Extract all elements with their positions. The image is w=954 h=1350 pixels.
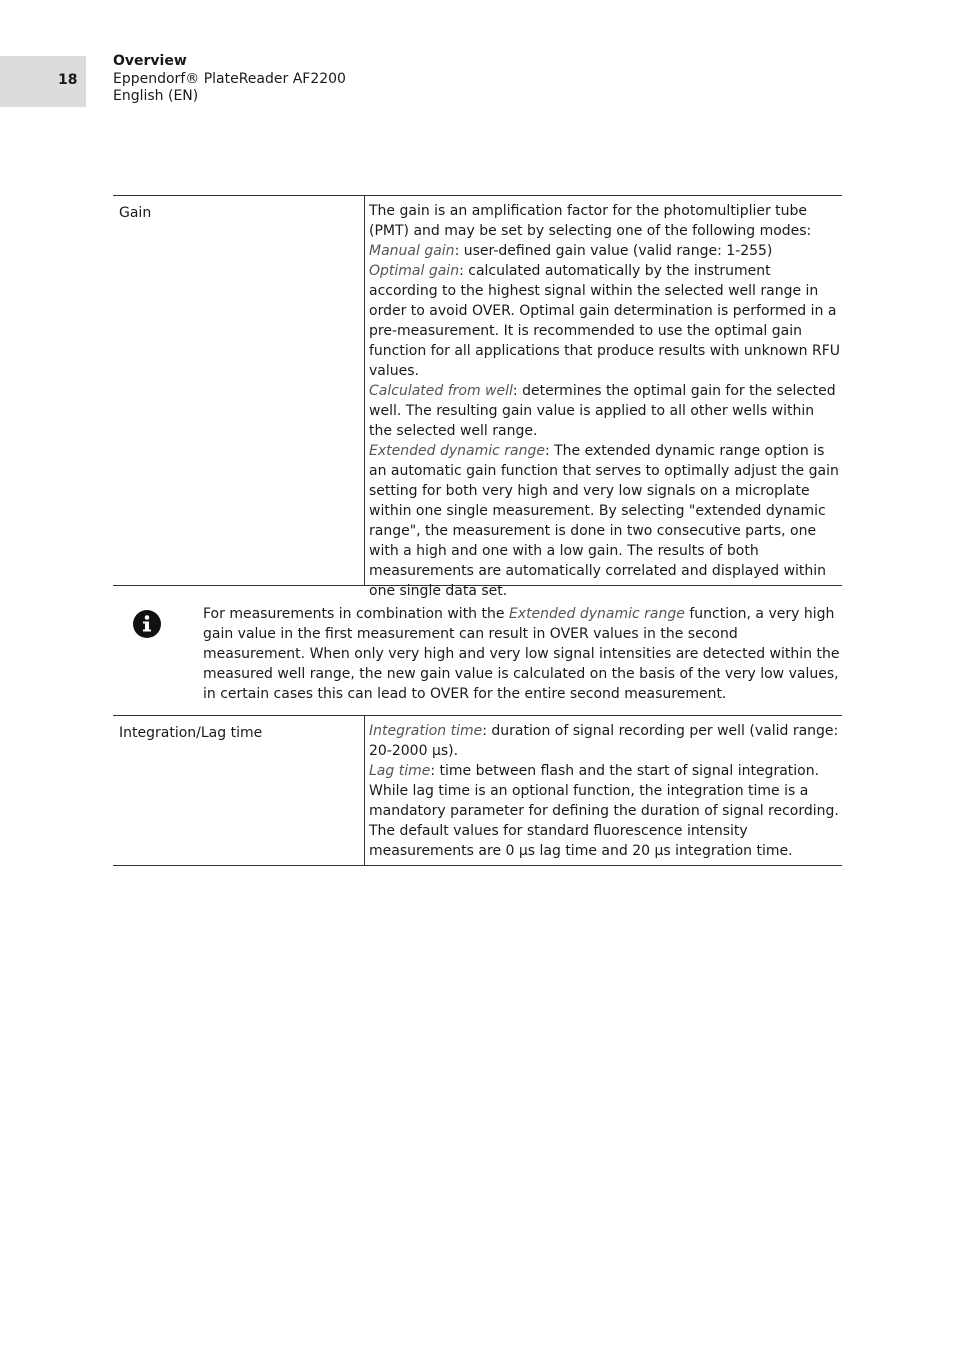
info-icon	[133, 610, 161, 638]
note-term: Extended dynamic range	[508, 606, 685, 622]
gain-mode-manual	[369, 241, 841, 261]
running-header	[113, 53, 346, 106]
gain-label: Gain	[119, 205, 152, 221]
gain-table	[113, 195, 842, 599]
definition: : calculated automatically by the instrument according to the highest signal within the selected well range in order to avoid OVER. Optimal gain determination is performed in a pre-measurement. It is recommended to use the optimal gain function for all applications that produce results with unknown RFU values.	[369, 263, 841, 379]
gain-intro: The gain is an amplification factor for the photomultiplier tube (PMT) and may be set by selecting one of the following modes:	[369, 203, 812, 239]
integration-label: Integration/Lag time	[119, 725, 263, 741]
gain-mode-extended	[369, 441, 841, 601]
term: Optimal gain	[369, 263, 460, 279]
integration-time-item	[369, 721, 841, 761]
language-label: English (EN)	[113, 88, 199, 104]
note-text-after: function, a very high gain value in the first measurement can result in OVER values in the second measurement. When only very high and very low signal intensities are detected within the measured well range, the new gain value is calculated on the basis of the very low values, in certain cases this can lead to OVER for the entire second measurement.	[203, 606, 840, 702]
info-note	[113, 604, 842, 708]
note-text-before: For measurements in combination with the	[203, 606, 509, 622]
term: Integration time	[369, 723, 483, 739]
product-name: Eppendorf® PlateReader AF2200	[113, 70, 346, 87]
term: Extended dynamic range	[369, 443, 545, 459]
note-text	[203, 604, 843, 704]
term: Calculated from well	[369, 383, 513, 399]
definition: : duration of signal recording per well (valid range: 20-2000 µs).	[369, 723, 839, 759]
column-divider	[364, 196, 365, 585]
gain-mode-optimal	[369, 261, 841, 381]
gain-description	[369, 201, 841, 601]
definition: : time between flash and the start of signal integration. While lag time is an optional function, the integration time is a mandatory parameter for defining the duration of signal recording. The default values for standard fluorescence intensity measurements are 0 µs lag time and 20 µs integration time.	[369, 763, 839, 859]
definition: : user-defined gain value (valid range: 1-255)	[454, 243, 773, 259]
term: Manual gain	[369, 243, 455, 259]
definition: : determines the optimal gain for the selected well. The resulting gain value is applied to all other wells within the selected well range.	[369, 383, 836, 439]
term: Lag time	[369, 763, 431, 779]
integration-table	[113, 715, 842, 866]
lag-time-item	[369, 761, 841, 861]
definition: : The extended dynamic range option is an automatic gain function that serves to optimally adjust the gain setting for both very high and very low signals on a microplate within one single measurement. By selecting "extended dynamic range", the measurement is done in two consecutive parts, one with a high and one with a low gain. The results of both measurements are automatically correlated and displayed within one single data set.	[369, 443, 839, 599]
page-number: 18	[58, 72, 78, 88]
section-title: Overview	[113, 53, 187, 69]
column-divider	[364, 716, 365, 865]
gain-mode-calculated	[369, 381, 841, 441]
integration-description	[369, 721, 841, 861]
